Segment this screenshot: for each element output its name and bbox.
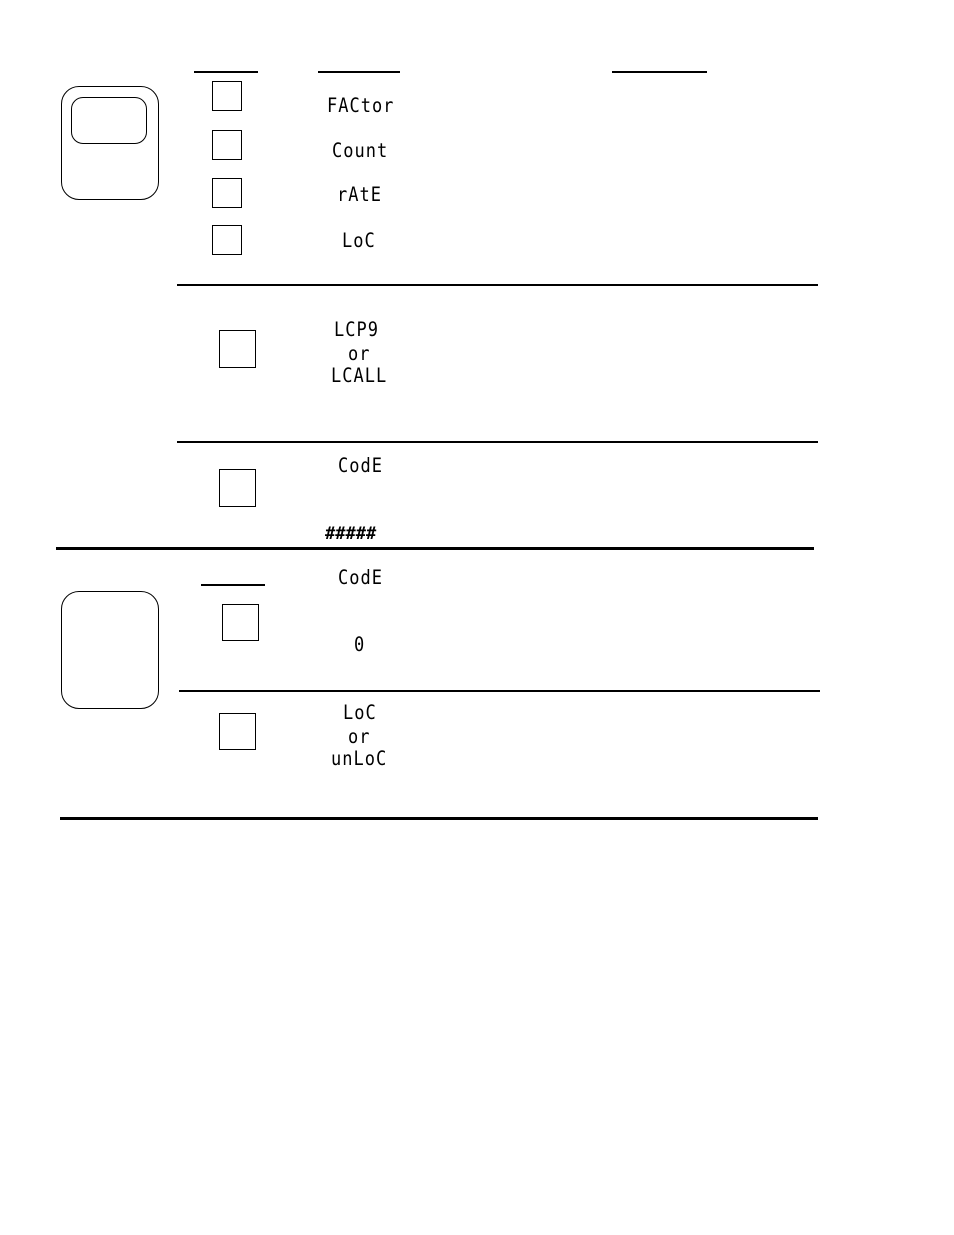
display-lcall: LCALL — [331, 364, 388, 388]
display-lcp9: LCP9 — [334, 318, 379, 342]
device-display-window — [71, 97, 147, 144]
key-box-1[interactable] — [212, 81, 242, 111]
divider-2 — [177, 441, 818, 443]
display-or-2: or — [348, 725, 371, 749]
display-zero: 0 — [354, 633, 366, 657]
key-box-3[interactable] — [212, 178, 242, 208]
key-box-7[interactable] — [222, 604, 259, 641]
display-factor: FACtor — [327, 94, 395, 118]
key-box-5[interactable] — [219, 330, 256, 368]
key-box-4[interactable] — [212, 225, 242, 255]
key-box-6[interactable] — [219, 469, 256, 507]
display-code-2: CodE — [338, 566, 383, 590]
header-underline-display — [318, 71, 400, 73]
header-underline-description — [612, 71, 707, 73]
key-box-8[interactable] — [219, 713, 256, 750]
display-code-1: CodE — [338, 454, 383, 478]
display-loc: LoC — [342, 229, 376, 253]
header-underline-key-2 — [201, 584, 265, 586]
display-loc-2: LoC — [343, 701, 377, 725]
bottom-divider — [60, 817, 818, 820]
section-divider-main — [56, 547, 814, 550]
display-unloc: unLoC — [331, 747, 388, 771]
device-panel-bottom — [61, 591, 159, 709]
divider-1 — [177, 284, 818, 286]
divider-3 — [179, 690, 820, 692]
header-underline-key — [194, 71, 258, 73]
display-count: Count — [332, 139, 389, 163]
display-code-value: ##### — [325, 524, 377, 544]
display-or-1: or — [348, 342, 371, 366]
display-rate: rAtE — [337, 183, 382, 207]
key-box-2[interactable] — [212, 130, 242, 160]
